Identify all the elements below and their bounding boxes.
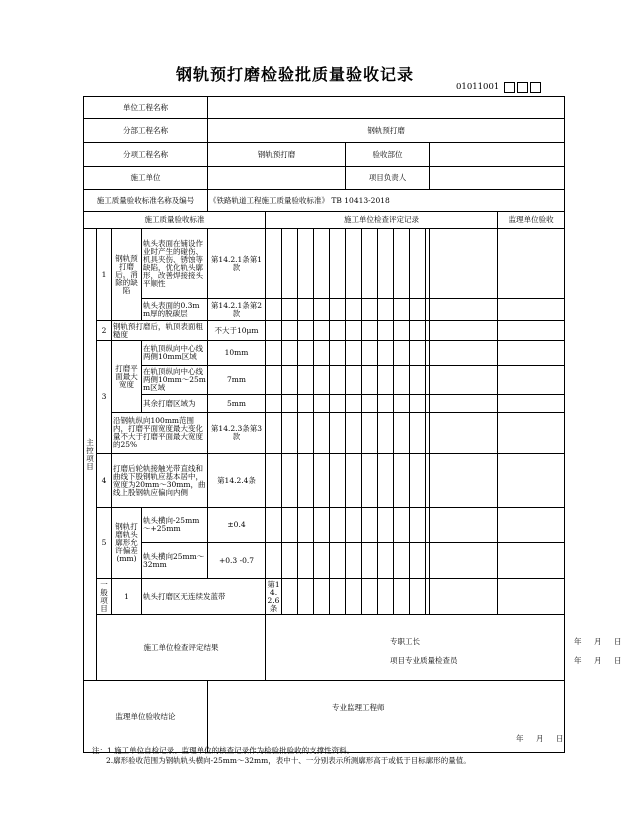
standard-value: 《铁路轨道工程施工质量验收标准》 TB 10413-2018: [208, 190, 565, 212]
item-requirement: 轨头横向25mm～32mm: [142, 543, 208, 579]
unit-project-value[interactable]: [208, 97, 565, 119]
supervision-record[interactable]: [498, 321, 565, 341]
foreman-label: 专职工长: [390, 637, 420, 646]
item-number: 4: [97, 454, 112, 508]
check-record[interactable]: [430, 321, 498, 341]
item-value: 5mm: [208, 395, 266, 413]
check-record[interactable]: [430, 299, 498, 321]
check-record[interactable]: [430, 413, 498, 454]
supervision-conclusion-area[interactable]: [208, 681, 565, 753]
check-record[interactable]: [430, 543, 498, 579]
item-value: 7mm: [208, 366, 266, 395]
construction-unit-value[interactable]: [208, 167, 346, 190]
table-row: [84, 413, 565, 454]
supervision-conclusion-label: 监理单位验收结论: [84, 681, 208, 753]
inspection-part-value[interactable]: [430, 143, 565, 167]
division-value[interactable]: 钢轨预打磨: [208, 119, 565, 143]
col-supervision-header: 监理单位验收: [498, 212, 565, 229]
item-name: 钢轨预打磨后，轨顶表面粗糙度: [112, 321, 208, 341]
check-record[interactable]: [430, 229, 498, 299]
item-requirement: 在轨顶纵向中心线两侧10mm区域: [142, 341, 208, 366]
construction-unit-label: 施工单位: [84, 167, 208, 190]
table-row: [84, 508, 565, 543]
supervision-record[interactable]: [498, 543, 565, 579]
item-number: 1: [112, 579, 142, 615]
unit-project-label: 单位工程名称: [84, 97, 208, 119]
item-number: 2: [97, 321, 112, 341]
table-row: [84, 321, 565, 341]
supervision-record[interactable]: [498, 395, 565, 413]
col-standard-header: 施工质量验收标准: [84, 212, 266, 229]
item-requirement: 轨头表面的0.3mm厚的脱碳层: [142, 299, 208, 321]
item-clause: 第14.2.6条: [267, 579, 280, 613]
table-row: [84, 229, 565, 299]
inspection-part-label: 验收部位: [346, 143, 430, 167]
date-year: 年: [574, 656, 582, 665]
item-number: 3: [97, 341, 112, 454]
item-requirement: 轨头横向-25mm～+25mm: [142, 508, 208, 543]
construction-result-label: 施工单位检查评定结果: [97, 615, 266, 681]
supervision-record[interactable]: [498, 341, 565, 366]
item-name: 打磨平面最大宽度: [112, 341, 142, 413]
item-number: 5: [97, 508, 112, 579]
supervision-record[interactable]: [498, 413, 565, 454]
inspector-label: 项目专业质量检查员: [390, 656, 458, 665]
item-requirement: 在轨顶纵向中心线两侧10mm～25mm区域: [142, 366, 208, 395]
item-clause: 第14.2.4条: [208, 454, 266, 508]
date-month: 月: [594, 656, 602, 665]
engineer-label: 专业监理工程师: [332, 703, 385, 712]
note-1: 注：1.施工单位自检记录、监理单位的核查记录作为检验批验收的支撑性资料。: [92, 746, 355, 755]
code-box[interactable]: [517, 82, 528, 93]
item-clause: 第14.2.3条第3款: [208, 413, 266, 454]
subitem-label: 分项工程名称: [84, 143, 208, 167]
check-record[interactable]: [430, 454, 498, 508]
code-box[interactable]: [504, 82, 515, 93]
date-month: 月: [594, 637, 602, 646]
item-requirement: 沿钢轨纵向100mm范围内，打磨平面宽度最大变化量不大于打磨平面最大宽度的25%: [112, 413, 208, 454]
notes: [92, 746, 552, 766]
construction-result-area[interactable]: [266, 615, 622, 681]
check-record[interactable]: [430, 395, 498, 413]
table-row: [84, 341, 565, 366]
item-requirement: 轨头表面在铺设作业时产生的碰伤、机具夹伤、锈蚀等缺陷，优化轨头廓形，改善焊接接头平顺性: [142, 229, 208, 299]
code-box[interactable]: [530, 82, 541, 93]
project-manager-value[interactable]: [430, 167, 565, 190]
supervision-record[interactable]: [498, 299, 565, 321]
check-record[interactable]: [430, 366, 498, 395]
supervision-record[interactable]: [498, 366, 565, 395]
supervision-record[interactable]: [498, 508, 565, 543]
table-row: [84, 395, 565, 413]
item-number: 1: [97, 229, 112, 321]
date-year: 年: [516, 734, 524, 743]
form-code-number: 01011001: [456, 82, 500, 92]
item-clause: 第14.2.1条第1款: [208, 229, 266, 299]
main-control-label: 主控项目: [84, 229, 97, 681]
item-value: +0.3 -0.7: [208, 543, 266, 579]
date-day: 日: [614, 637, 622, 646]
general-label: 一般项目: [97, 579, 112, 615]
check-record[interactable]: [430, 341, 498, 366]
date-year: 年: [574, 637, 582, 646]
date-month: 月: [536, 734, 544, 743]
form-code: [456, 80, 541, 94]
item-requirement: 轨头打磨区无连续发蓝带: [142, 579, 266, 615]
check-record[interactable]: [498, 579, 565, 615]
table-row: [84, 543, 565, 579]
standard-label: 施工质量验收标准名称及编号: [84, 190, 208, 212]
supervision-record[interactable]: [498, 454, 565, 508]
project-manager-label: 项目负责人: [346, 167, 430, 190]
item-name: 钢轨打磨轨头廓形允许偏差(mm): [112, 508, 142, 579]
table-row: [84, 579, 565, 615]
division-label: 分部工程名称: [84, 119, 208, 143]
col-construction-check-header: 施工单位检查评定记录: [266, 212, 498, 229]
item-requirement: 打磨后轮轨接触光带直线和曲线下股钢轨应基本居中，宽度为20mm～30mm，曲线上股钢轨应偏向内侧: [112, 454, 208, 508]
item-name: 钢轨预打磨后，消除的缺陷: [112, 229, 142, 321]
date-day: 日: [614, 656, 622, 665]
table-row: [84, 366, 565, 395]
table-row: [84, 299, 565, 321]
subitem-value[interactable]: 钢轨预打磨: [208, 143, 346, 167]
item-clause: 第14.2.1条第2款: [208, 299, 266, 321]
item-value: 10mm: [208, 341, 266, 366]
note-2: 2.廓形验收范围为钢轨轨头横向-25mm～32mm，表中十、一分别表示所测廓形高于或低于目标廓形的量值。: [106, 756, 471, 765]
inspection-table: [83, 96, 622, 753]
item-requirement: 其余打磨区域为: [142, 395, 208, 413]
item-value: 不大于10μm: [208, 321, 266, 341]
document-title: 钢轨预打磨检验批质量验收记录: [175, 65, 414, 84]
supervision-record[interactable]: [498, 229, 565, 299]
check-record[interactable]: [430, 508, 498, 543]
date-day: 日: [556, 734, 564, 743]
table-row: [84, 454, 565, 508]
item-value: ±0.4: [208, 508, 266, 543]
